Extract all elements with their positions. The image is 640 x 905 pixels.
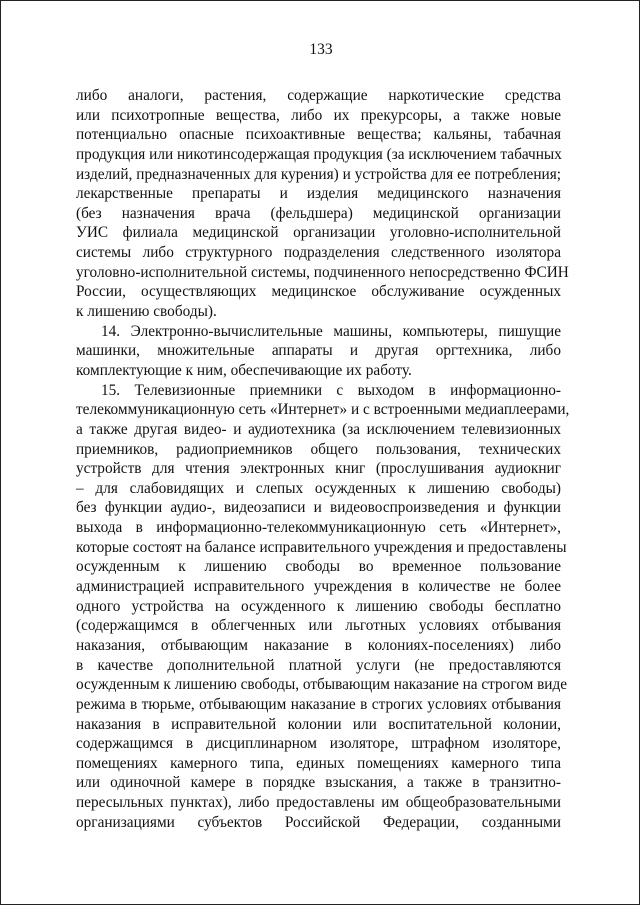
text-line: в качестве дополнительной платной услуги (не предоставляются	[76, 656, 561, 674]
text-line: (содержащимся в облегченных или льготных условиях отбывания	[76, 617, 561, 635]
text-line: лекарственные препараты и изделия медицинского назначения	[76, 185, 561, 203]
text-line: уголовно-исполнительной системы, подчиненного непосредственно ФСИН	[76, 263, 569, 281]
text-line: – для слабовидящих и слепых осужденных к лишению свободы)	[76, 479, 561, 497]
text-line: или одиночной камере в порядке взыскания, а также в транзитно-	[76, 774, 561, 792]
text-line: продукция или никотинсодержащая продукция (за исключением табачных	[76, 145, 562, 163]
text-line: системы либо структурного подразделения следственного изолятора	[76, 244, 561, 262]
text-line: машинки, множительные аппараты и другая оргтехника, либо	[76, 342, 561, 360]
text-line: к лишению свободы).	[76, 303, 217, 321]
paragraph	[76, 86, 569, 322]
text-line: потенциально опасные психоактивные вещества; кальяны, табачная	[76, 126, 561, 144]
text-line: без функции аудио-, видеозаписи и видеовоспроизведения и функции	[76, 499, 561, 517]
text-line: приемников, радиоприемников общего пользования, технических	[76, 440, 561, 458]
text-line: организациями субъектов Российской Федерации, созданными	[76, 813, 561, 831]
paragraph	[76, 322, 561, 381]
text-line: администрацией исправительного учреждения в количестве не более	[76, 578, 561, 596]
text-line: (без назначения врача (фельдшера) медицинской организации	[76, 204, 561, 222]
text-line: или психотропные вещества, либо их прекурсоры, а также новые	[76, 106, 561, 124]
text-line: пересыльных пунктах), либо предоставлены им общеобразовательными	[76, 794, 561, 812]
paragraph	[76, 381, 570, 833]
text-line: наказания в исправительной колонии или воспитательной колонии,	[76, 715, 561, 733]
text-line: либо аналоги, растения, содержащие наркотические средства	[76, 87, 561, 104]
text-line: 15. Телевизионные приемники с выходом в информационно-	[101, 381, 561, 399]
text-line: телекоммуникационную сеть «Интернет» и с встроенными медиаплеерами,	[76, 401, 570, 419]
text-line: комплектующие к ним, обеспечивающие их работу.	[76, 361, 412, 379]
text-line: выхода в информационно-телекоммуникационную сеть «Интернет»,	[76, 519, 561, 537]
text-line: которые состоят на балансе исправительного учреждения и предоставлены	[76, 538, 567, 556]
text-line: содержащимся в дисциплинарном изоляторе, штрафном изоляторе,	[76, 735, 561, 753]
text-line: одного устройства на осужденного к лишению свободы бесплатно	[76, 597, 561, 615]
text-line: УИС филиала медицинской организации уголовно-исполнительной	[76, 224, 561, 242]
text-line: помещениях камерного типа, единых помещениях камерного типа	[76, 754, 561, 772]
text-line: наказания, отбывающим наказание в колониях-поселениях) либо	[76, 636, 561, 654]
text-line: а также другая видео- и аудиотехника (за исключением телевизионных	[76, 420, 561, 438]
page-number: 133	[309, 41, 333, 58]
text-line: России, осуществляющих медицинское обслуживание осужденных	[76, 283, 561, 301]
text-line: осужденным к лишению свободы во временное пользование	[76, 558, 561, 576]
text-line: режима в тюрьме, отбывающим наказание в строгих условиях отбывания	[76, 695, 561, 713]
document-body	[76, 86, 570, 832]
text-line: изделий, предназначенных для курения) и устройства для ее потребления;	[76, 165, 561, 183]
text-line: осужденным к лишению свободы, отбывающим наказание на строгом виде	[76, 676, 568, 694]
text-line: устройств для чтения электронных книг (прослушивания аудиокниг	[76, 460, 561, 478]
text-line: 14. Электронно-вычислительные машины, компьютеры, пишущие	[101, 322, 561, 340]
